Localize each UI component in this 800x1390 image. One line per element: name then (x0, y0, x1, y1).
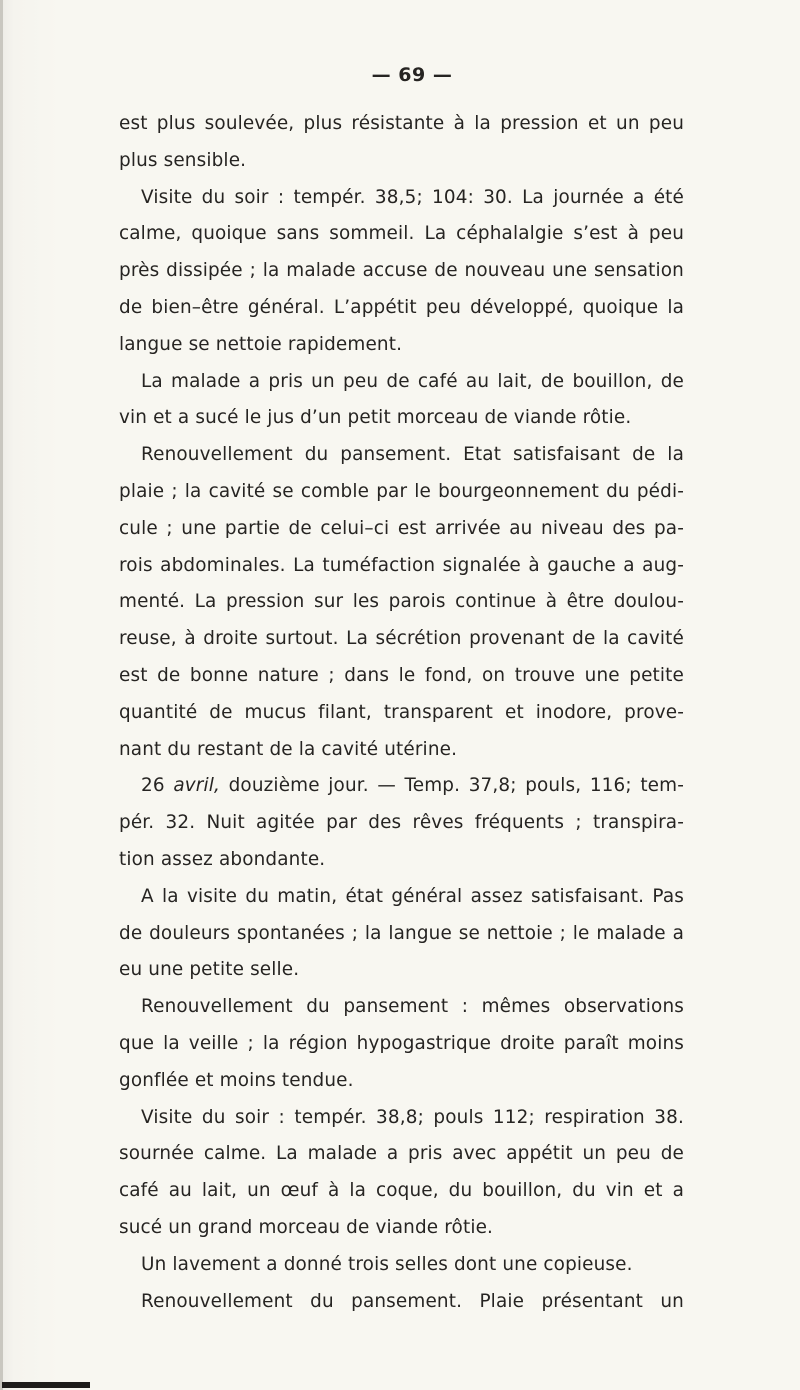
text-line: cule ; une partie de celui–ci est arrivée au niveau des pa- (119, 517, 684, 539)
text-line: Renouvellement du pansement : mêmes observations (141, 996, 684, 1018)
text-line: café au lait, un œuf à la coque, du bouillon, du vin et a (119, 1180, 684, 1202)
text-line: de bien–être général. L’appétit peu développé, quoique la (119, 296, 684, 318)
text-line: Visite du soir : tempér. 38,5; 104: 30. La journée a été (141, 186, 684, 208)
text-line: sucé un grand morceau de viande rôtie. (119, 1216, 494, 1238)
bottom-edge-mark (2, 1382, 90, 1388)
text-line: plaie ; la cavité se comble par le bourgeonnement du pédi- (119, 480, 684, 502)
text-line: Visite du soir : tempér. 38,8; pouls 112; respiration 38. (141, 1106, 684, 1128)
text-line: reuse, à droite surtout. La sécrétion provenant de la cavité (119, 628, 684, 650)
text-line: vin et a sucé le jus d’un petit morceau de viande rôtie. (119, 407, 632, 429)
text-line: rois abdominales. La tuméfaction signalée à gauche a aug- (119, 554, 684, 576)
text-line: est plus soulevée, plus résistante à la pression et un peu (119, 113, 684, 134)
text-line: menté. La pression sur les parois continue à être doulou- (119, 591, 684, 613)
text-line: nant du restant de la cavité utérine. (119, 738, 458, 760)
text-line: A la visite du matin, état général assez satisfaisant. Pas (141, 885, 684, 907)
italic-word: avril, (173, 775, 220, 797)
text-line: calme, quoique sans sommeil. La céphalalgie s’est à peu (119, 223, 684, 245)
page-gutter-shadow (0, 0, 3, 1390)
text-line: gonflée et moins tendue. (119, 1069, 354, 1091)
text-line: est de bonne nature ; dans le fond, on trouve une petite (119, 664, 684, 686)
text-line: tion assez abondante. (119, 848, 326, 870)
text-line: langue se nettoie rapidement. (119, 333, 403, 355)
text-line: eu une petite selle. (119, 959, 300, 981)
body-text (119, 106, 684, 1320)
text-line: quantité de mucus filant, transparent et inodore, prove- (119, 701, 684, 723)
text-line: pér. 32. Nuit agitée par des rêves fréquents ; transpira- (119, 812, 684, 834)
text-line: Renouvellement du pansement. Plaie présentant un (141, 1290, 684, 1312)
text-line: La malade a pris un peu de café au lait, de bouillon, de (141, 370, 684, 392)
text-line: sournée calme. La malade a pris avec appétit un peu de (119, 1143, 684, 1165)
text-line: Un lavement a donné trois selles dont une copieuse. (141, 1253, 633, 1275)
text-line: près dissipée ; la malade accuse de nouveau une sensation (119, 260, 684, 282)
text-line: de douleurs spontanées ; la langue se nettoie ; le malade a (119, 922, 684, 944)
text-line: que la veille ; la région hypogastrique droite paraît moins (119, 1032, 684, 1054)
text-line: Renouvellement du pansement. Etat satisfaisant de la (141, 444, 684, 466)
text-line: 26 avril, douzième jour. — Temp. 37,8; pouls, 116; tem- (141, 775, 684, 797)
page-number: — 69 — (371, 64, 453, 86)
text-line: plus sensible. (119, 149, 247, 171)
